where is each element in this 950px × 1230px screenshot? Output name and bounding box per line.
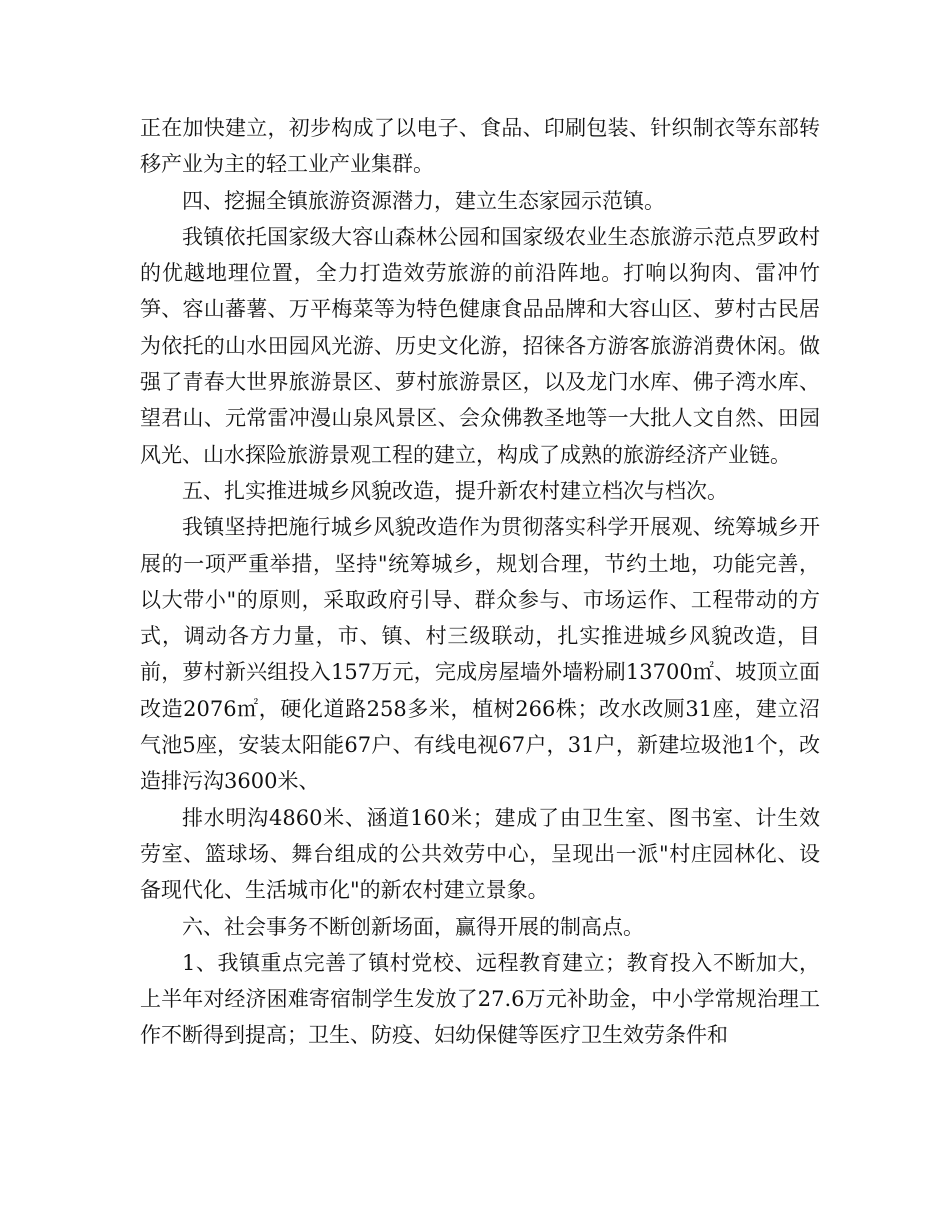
section-heading-rural-renovation: 五、扎实推进城乡风貌改造，提升新农村建立档次与档次。	[182, 478, 728, 503]
paragraph-public-service-center: 排水明沟4860米、涵道160米；建成了由卫生室、图书室、计生效劳室、篮球场、舞台组成的公共效劳中心，呈现出一派"村庄园林化、设备现代化、生活城市化"的新农村建立景象。	[140, 805, 820, 903]
section-heading-tourism: 四、挖掘全镇旅游资源潜力，建立生态家园示范镇。	[182, 188, 665, 213]
document-body	[140, 110, 820, 1054]
paragraph-education-health: 1、我镇重点完善了镇村党校、远程教育建立；教育投入不断加大，上半年对经济困难寄宿制学生发放了27.6万元补助金，中小学常规治理工作不断得到提高；卫生、防疫、妇幼保健等医疗卫生效劳条件和	[140, 950, 820, 1048]
paragraph-rural-renovation: 我镇坚持把施行城乡风貌改造作为贯彻落实科学开展观、统筹城乡开展的一项严重举措，坚持"统筹城乡，规划合理，节约土地，功能完善，以大带小"的原则，采取政府引导、群众参与、市场运作、工程带动的方式，调动各方力量，市、镇、村三级联动，扎实推进城乡风貌改造，目前，萝村新兴组投入157万元，完成房屋墙外墙粉刷13700㎡、坡顶立面改造2076㎡，硬化道路258多米，植树266株；改水改厕31座，建立沼气池5座，安装太阳能67户、有线电视67户，31户，新建垃圾池1个，改造排污沟3600米、	[140, 515, 820, 794]
paragraph-industry-cluster: 正在加快建立，初步构成了以电子、食品、印刷包装、针织制衣等东部转移产业为主的轻工业产业集群。	[140, 116, 820, 177]
paragraph-tourism: 我镇依托国家级大容山森林公园和国家级农业生态旅游示范点罗政村的优越地理位置，全力打造效劳旅游的前沿阵地。打响以狗肉、雷冲竹笋、容山蕃薯、万平梅菜等为特色健康食品品牌和大容山区、萝村古民居为依托的山水田园风光游、历史文化游，招徕各方游客旅游消费休闲。做强了青春大世界旅游景区、萝村旅游景区，以及龙门水库、佛子湾水库、望君山、元常雷冲漫山泉风景区、会众佛教圣地等一大批人文自然、田园风光、山水探险旅游景观工程的建立，构成了成熟的旅游经济产业链。	[140, 224, 820, 467]
section-heading-social-affairs: 六、社会事务不断创新场面，赢得开展的制高点。	[182, 914, 644, 939]
